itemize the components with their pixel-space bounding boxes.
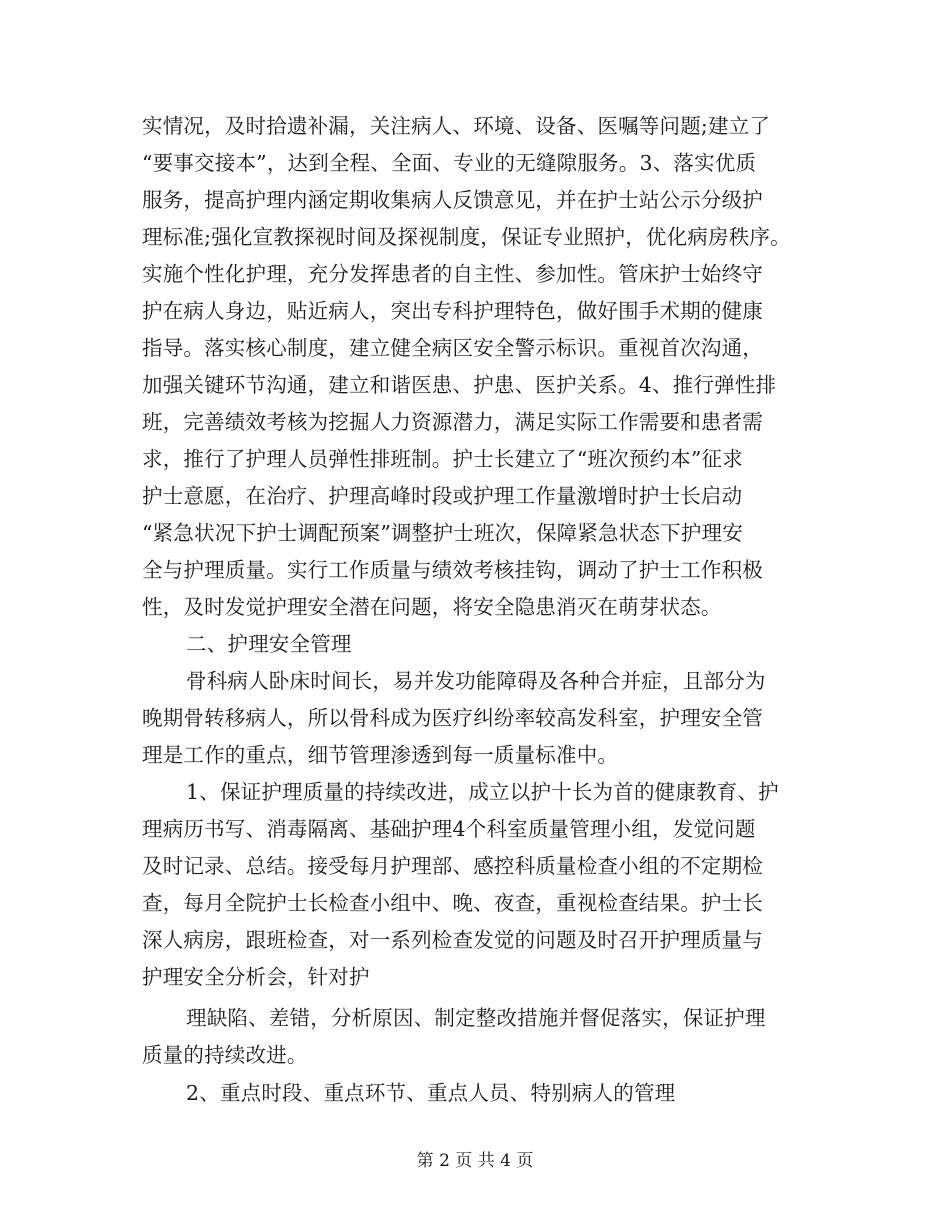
- body-line: 实情况，及时拾遗补漏，关注病人、环境、设备、医嘱等问题;建立了: [142, 114, 771, 138]
- body-line: 加强关键环节沟通，建立和谐医患、护患、医护关系。4、推行弹性排: [142, 373, 777, 397]
- body-line: 2、重点时段、重点环节、重点人员、特别病人的管理: [186, 1081, 676, 1105]
- section-heading: 二、护理安全管理: [186, 632, 352, 656]
- body-line: 护理安全分析会，针对护: [142, 965, 370, 989]
- body-line: 1、保证护理质量的持续改进，成立以护十长为首的健康教育、护: [186, 780, 779, 804]
- body-line: 骨科病人卧床时间长，易并发功能障碍及各种合并症，且部分为: [186, 669, 766, 693]
- body-line: 查，每月全院护士长检查小组中、晚、夜查，重视检查结果。护士长: [142, 891, 763, 915]
- body-line: 全与护理质量。实行工作质量与绩效考核挂钩，调动了护士工作积极: [142, 558, 763, 582]
- body-line: 护士意愿，在治疗、护理高峰时段或护理工作量激增时护士长启动: [142, 484, 743, 508]
- page-number-footer: 第 2 页 共 4 页: [416, 1151, 534, 1171]
- body-line: 理是工作的重点，细节管理渗透到每一质量标准中。: [142, 743, 619, 767]
- body-line: 理标准;强化宣教探视时间及探视制度，保证专业照护，优化病房秩序。: [142, 225, 791, 249]
- body-line: 理缺陷、差错，分析原因、制定整改措施并督促落实，保证护理: [186, 1006, 766, 1030]
- body-line: “要事交接本”，达到全程、全面、专业的无缝隙服务。3、落实优质: [142, 151, 757, 175]
- body-line: 班，完善绩效考核为挖掘人力资源潜力，满足实际工作需要和患者需: [142, 410, 763, 434]
- body-line: “紧急状况下护士调配预案”调整护士班次，保障紧急状态下护理安: [142, 521, 743, 545]
- body-line: 性，及时发觉护理安全潜在问题，将安全隐患消灭在萌芽状态。: [142, 595, 722, 619]
- body-line: 指导。落实核心制度，建立健全病区安全警示标识。重视首次沟通，: [142, 336, 763, 360]
- body-line: 实施个性化护理，充分发挥患者的自主性、参加性。管床护士始终守: [142, 262, 763, 286]
- body-line: 服务，提高护理内涵定期收集病人反馈意见，并在护士站公示分级护: [142, 188, 763, 212]
- body-line: 晚期骨转移病人，所以骨科成为医疗纠纷率较高发科室，护理安全管: [142, 706, 763, 730]
- body-line: 理病历书写、消毒隔离、基础护理4个科室质量管理小组，发觉问题: [142, 817, 756, 841]
- body-line: 质量的持续改进。: [142, 1043, 308, 1067]
- body-line: 求，推行了护理人员弹性排班制。护士长建立了“班次预约本”征求: [142, 447, 743, 471]
- body-line: 及时记录、总结。接受每月护理部、感控科质量检查小组的不定期检: [142, 854, 763, 878]
- body-line: 护在病人身边，贴近病人，突出专科护理特色，做好围手术期的健康: [142, 299, 763, 323]
- body-line: 深人病房，跟班检查，对一系列检查发觉的问题及时召开护理质量与: [142, 928, 763, 952]
